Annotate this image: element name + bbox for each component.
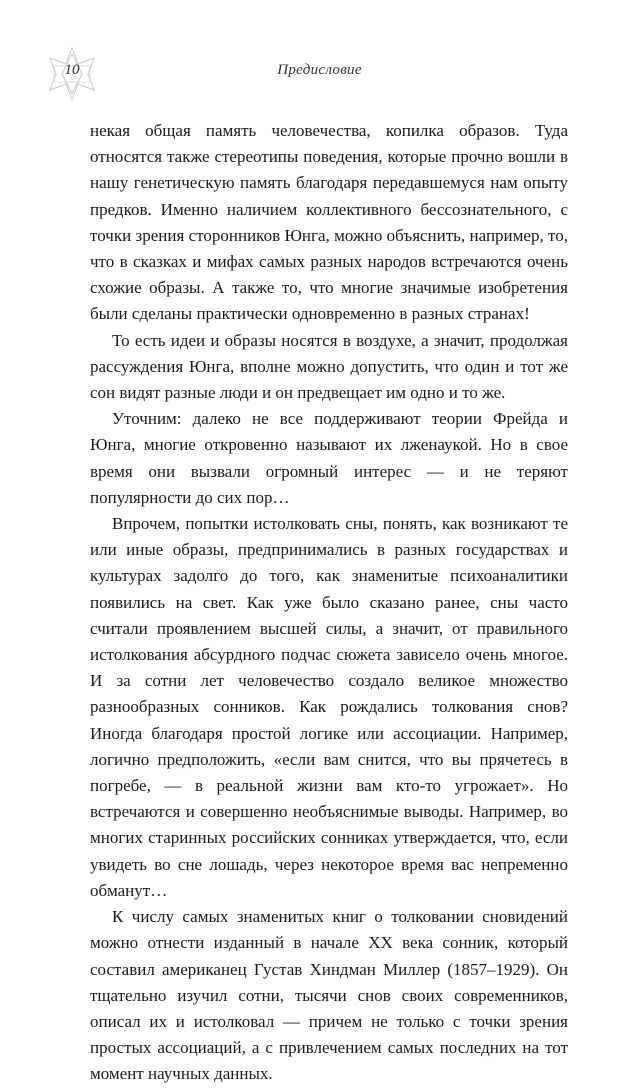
body-text — [90, 118, 568, 1088]
paragraph: То есть идеи и образы носятся в воздухе, а значит, продолжая рассуждения Юнга, вполне можно допустить, что один и тот же сон видят разные люди и он предвещает им одно и то же. — [90, 330, 568, 403]
paragraph: Впрочем, попытки истолковать сны, понять, как возникают те или иные образы, предпринимались в разных государствах и культурах задолго до того, как знаменитые психоаналитики появились на свет. Как уже было сказано ранее, сны часто считали проявлением высшей силы, а значит, от правильного истолкования абсурдного подчас сюжета зависело очень многое. И за сотни лет человечество создало великое множество разнообразных сонников. Как рождались толкования снов? Иногда благодаря простой логике или ассоциации. Например, логично предположить, «если вам снится, что вы прячетесь в погребе, — в реальной жизни вам кто-то угрожает». Но встречаются и совершенно необъяснимые выводы. Например, во многих старинных российских сонниках утверждается, что, если увидеть во сне лошадь, через некоторое время вас непременно обманут… — [90, 514, 568, 900]
page-number: 10 — [64, 62, 80, 78]
running-title: Предисловие — [277, 62, 362, 78]
paragraph: Уточним: далеко не все поддерживают теории Фрейда и Юнга, многие откровенно называют их лженаукой. Но в свое время они вызвали огромный интерес — и не теряют популярности до сих пор… — [90, 409, 568, 507]
paragraph: некая общая память человечества, копилка образов. Туда относятся также стереотипы поведения, которые прочно вошли в нашу генетическую память благодаря передавшемуся нам опыту предков. Именно наличием коллективного бессознательного, с точки зрения сторонников Юнга, можно объяснить, например, то, что в сказках и мифах самых разных народов встречаются очень схожие образы. А также то, что многие значимые изобретения были сделаны практически одновременно в разных странах! — [90, 121, 568, 324]
page-header — [0, 44, 619, 108]
paragraph: К числу самых знаменитых книг о толковании сновидений можно отнести изданный в начале XX века сонник, который составил американец Густав Хиндман Миллер (1857–1929). Он тщательно изучил сотни, тысячи снов своих современников, описал их и истолковал — причем не только с точки зрения простых ассоциаций, а с привлечением самых последних на тот момент научных данных. — [90, 907, 568, 1084]
